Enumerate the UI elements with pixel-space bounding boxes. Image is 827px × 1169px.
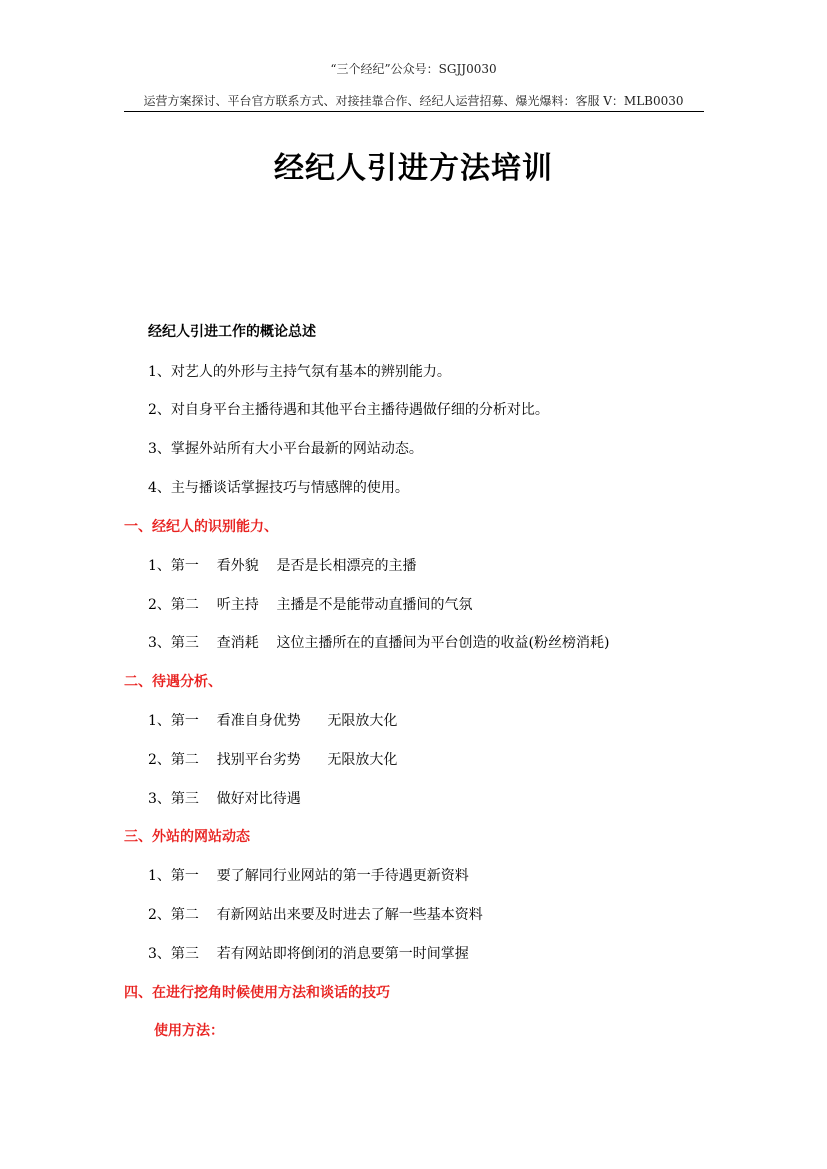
overview-item: 2、对自身平台主播待遇和其他平台主播待遇做仔细的分析对比。 — [148, 402, 549, 418]
overview-item: 1、对艺人的外形与主持气氛有基本的辨别能力。 — [148, 364, 451, 380]
header-line-1: “三个经纪”公众号：SGJJ0030 — [330, 62, 497, 76]
overview-heading: 经纪人引进工作的概论总述 — [148, 324, 316, 340]
header-line-2: 运营方案探讨、平台官方联系方式、对接挂靠合作、经纪人运营招募、爆光爆料：客服 V：MLB0030 — [143, 94, 684, 108]
overview-item: 4、主与播谈话掌握技巧与情感牌的使用。 — [148, 480, 409, 496]
method-label: 使用方法： — [154, 1023, 224, 1039]
section-2-item: 3、第三 做好对比待遇 — [148, 791, 301, 807]
section-heading-3: 三、外站的网站动态 — [124, 829, 250, 845]
section-1-item: 3、第三 查消耗 这位主播所在的直播间为平台创造的收益(粉丝榜消耗) — [148, 635, 610, 651]
section-heading-4: 四、在进行挖角时候使用方法和谈话的技巧 — [124, 985, 390, 1001]
header-divider — [124, 111, 704, 112]
section-3-item: 2、第二 有新网站出来要及时进去了解一些基本资料 — [148, 907, 483, 923]
page-title: 经纪人引进方法培训 — [274, 151, 553, 186]
section-3-item: 3、第三 若有网站即将倒闭的消息要第一时间掌握 — [148, 946, 469, 962]
overview-item: 3、掌握外站所有大小平台最新的网站动态。 — [148, 441, 423, 457]
section-3-item: 1、第一 要了解同行业网站的第一手待遇更新资料 — [148, 868, 469, 884]
section-1-item: 2、第二 听主持 主播是不是能带动直播间的气氛 — [148, 597, 473, 613]
section-heading-2: 二、待遇分析、 — [124, 674, 222, 690]
section-heading-1: 一、经纪人的识别能力、 — [124, 519, 278, 535]
section-2-item: 1、第一 看准自身优势 无限放大化 — [148, 713, 398, 729]
section-1-item: 1、第一 看外貌 是否是长相漂亮的主播 — [148, 558, 417, 574]
section-2-item: 2、第二 找别平台劣势 无限放大化 — [148, 752, 398, 768]
